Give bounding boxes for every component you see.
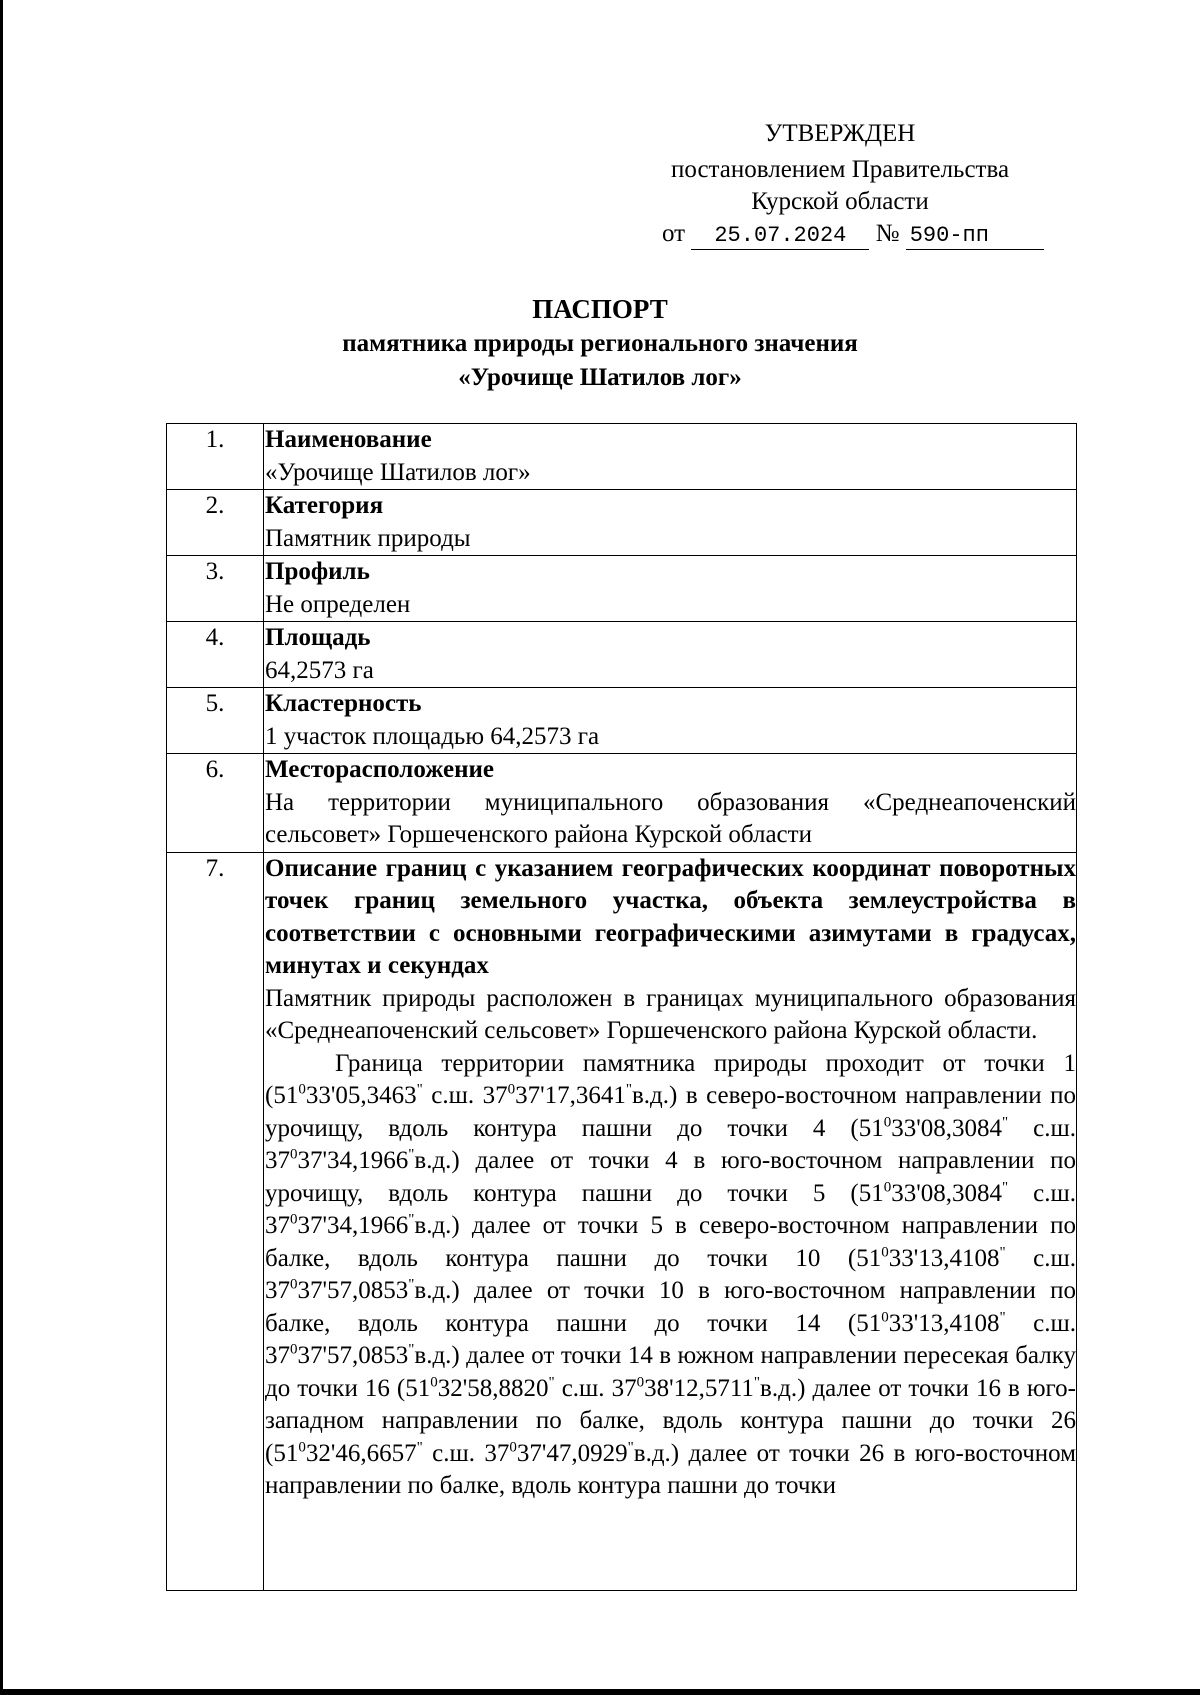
row-value-paragraph-2: Граница территории памятника природы проходит от точки 1 ($51^033'05,3463^"$ с.ш. $37^037'17,3641^"в.д$.) в северо-восточном направлении по урочищу, вдоль контура пашни до точки 4 ($51^033'08,3084^"$ с.ш. $37^037'34,1966^"в.д$.) далее от точки 4 в юго-восточном направлении по урочищу, вдоль контура пашни до точки 5 ($51^033'08,3084^"$ с.ш. $37^037'34,1966^"в.д$.) далее от точки 5 в северо-восточном направлении по балке, вдоль контура пашни до точки 10 ($51^033'13,4108^"$ с.ш. $37^037'57,0853^"в.д$.) далее от точки 10 в юго-восточном направлении по балке, вдоль контура пашни до точки 14 ($51^033'13,4108^"$ с.ш. $37^037'57,0853^"в.д$.) далее от точки 14 в южном направлении пересекая балку до точки 16 ($51^032'58,8820^"$ с.ш. $37^038'12,5711^"в.д$.) далее от точки 16 в юго-западном направлении по балке, вдоль контура пашни до точки 26 ($51^032'46,6657^"$ с.ш. $37^037'47,0929^"в.д$.) далее от точки 26 в юго-восточном направлении по балке, вдоль контура пашни до точки xyxy=(265,1049,1076,1499)
row-number: 6. xyxy=(167,754,264,853)
degree-mark: 0 xyxy=(881,1309,889,1326)
row-heading: Кластерность xyxy=(265,690,422,717)
row-content xyxy=(264,424,1077,490)
seconds-mark: " xyxy=(625,1081,632,1098)
row-value-paragraph-1: Памятник природы расположен в границах муниципального образования «Среднеапоченский сельсовет» Горшеченского района Курской области. xyxy=(265,984,1076,1044)
row-value: 64,2573 га xyxy=(265,656,374,684)
row-content xyxy=(264,754,1077,853)
row-heading: Описание границ с указанием географических координат поворотных точек границ земельного участка, объекта землеустройства в соответствии с основными географическими азимутами в градусах, минутах и секундах xyxy=(265,854,1076,979)
row-number: 5. xyxy=(167,688,264,754)
approval-title: УТВЕРЖДЕН xyxy=(764,120,916,147)
row-value: На территории муниципального образования «Среднеапоченский сельсовет» Горшеченского района Курской области xyxy=(265,788,1076,848)
approval-date-number xyxy=(662,218,1082,250)
degree-mark: 0 xyxy=(290,1146,298,1163)
row-number: 7. xyxy=(167,852,264,1590)
table-row xyxy=(167,852,1077,1590)
degree-mark: 0 xyxy=(298,1081,306,1098)
row-value: 1 участок площадью 64,2573 га xyxy=(265,722,600,750)
degree-mark: 0 xyxy=(636,1374,645,1391)
row-value: «Урочище Шатилов лог» xyxy=(265,458,531,486)
degree-mark: 0 xyxy=(298,1439,306,1456)
seconds-mark: " xyxy=(408,1146,415,1163)
row-number: 1. xyxy=(167,424,264,490)
degree-mark: 0 xyxy=(883,1179,892,1196)
document-object-name: «Урочище Шатилов лог» xyxy=(458,364,742,391)
row-value: Памятник природы xyxy=(265,524,471,552)
row-content xyxy=(264,490,1077,556)
seconds-mark: " xyxy=(416,1439,423,1456)
number-label: № xyxy=(875,220,900,247)
from-label: от xyxy=(662,220,686,247)
document-title: ПАСПОРТ xyxy=(532,294,668,324)
row-heading: Профиль xyxy=(265,558,370,585)
approval-line-2: постановлением Правительства xyxy=(670,156,1010,183)
degree-mark: 0 xyxy=(509,1439,517,1456)
row-content xyxy=(264,622,1077,688)
seconds-mark: " xyxy=(1002,1179,1009,1196)
seconds-mark: " xyxy=(548,1374,555,1391)
approval-number: 590-пп xyxy=(906,223,1044,250)
seconds-mark: " xyxy=(408,1211,415,1228)
degree-mark: 0 xyxy=(290,1276,298,1293)
table-row xyxy=(167,556,1077,622)
degree-mark: 0 xyxy=(881,1244,889,1261)
seconds-mark: " xyxy=(408,1341,415,1358)
row-content xyxy=(264,852,1077,1590)
approval-line-3: Курской области xyxy=(751,188,929,215)
seconds-mark: " xyxy=(627,1439,634,1456)
row-heading: Наименование xyxy=(265,426,432,453)
degree-mark: 0 xyxy=(507,1081,516,1098)
passport-table xyxy=(166,423,1077,1591)
approval-date: 25.07.2024 xyxy=(691,223,869,250)
row-heading: Месторасположение xyxy=(265,756,494,783)
row-number: 3. xyxy=(167,556,264,622)
table-row xyxy=(167,754,1077,853)
row-number: 2. xyxy=(167,490,264,556)
degree-mark: 0 xyxy=(290,1211,298,1228)
table-row xyxy=(167,622,1077,688)
table-row xyxy=(167,424,1077,490)
row-heading: Площадь xyxy=(265,624,371,651)
seconds-mark: " xyxy=(999,1244,1006,1261)
seconds-mark: " xyxy=(408,1276,415,1293)
row-content xyxy=(264,556,1077,622)
table-row xyxy=(167,688,1077,754)
row-number: 4. xyxy=(167,622,264,688)
table-row xyxy=(167,490,1077,556)
seconds-mark: " xyxy=(416,1081,423,1098)
row-value: Не определен xyxy=(265,590,411,618)
degree-mark: 0 xyxy=(883,1114,892,1131)
degree-mark: 0 xyxy=(290,1341,298,1358)
row-heading: Категория xyxy=(265,492,384,519)
document-subtitle: памятника природы регионального значения xyxy=(342,330,858,357)
scan-edge-left xyxy=(0,0,3,1695)
scan-edge-bottom xyxy=(0,1689,1200,1695)
seconds-mark: " xyxy=(999,1309,1006,1326)
seconds-mark: " xyxy=(1002,1114,1009,1131)
degree-mark: 0 xyxy=(430,1374,438,1391)
row-content xyxy=(264,688,1077,754)
seconds-mark: " xyxy=(753,1374,761,1391)
